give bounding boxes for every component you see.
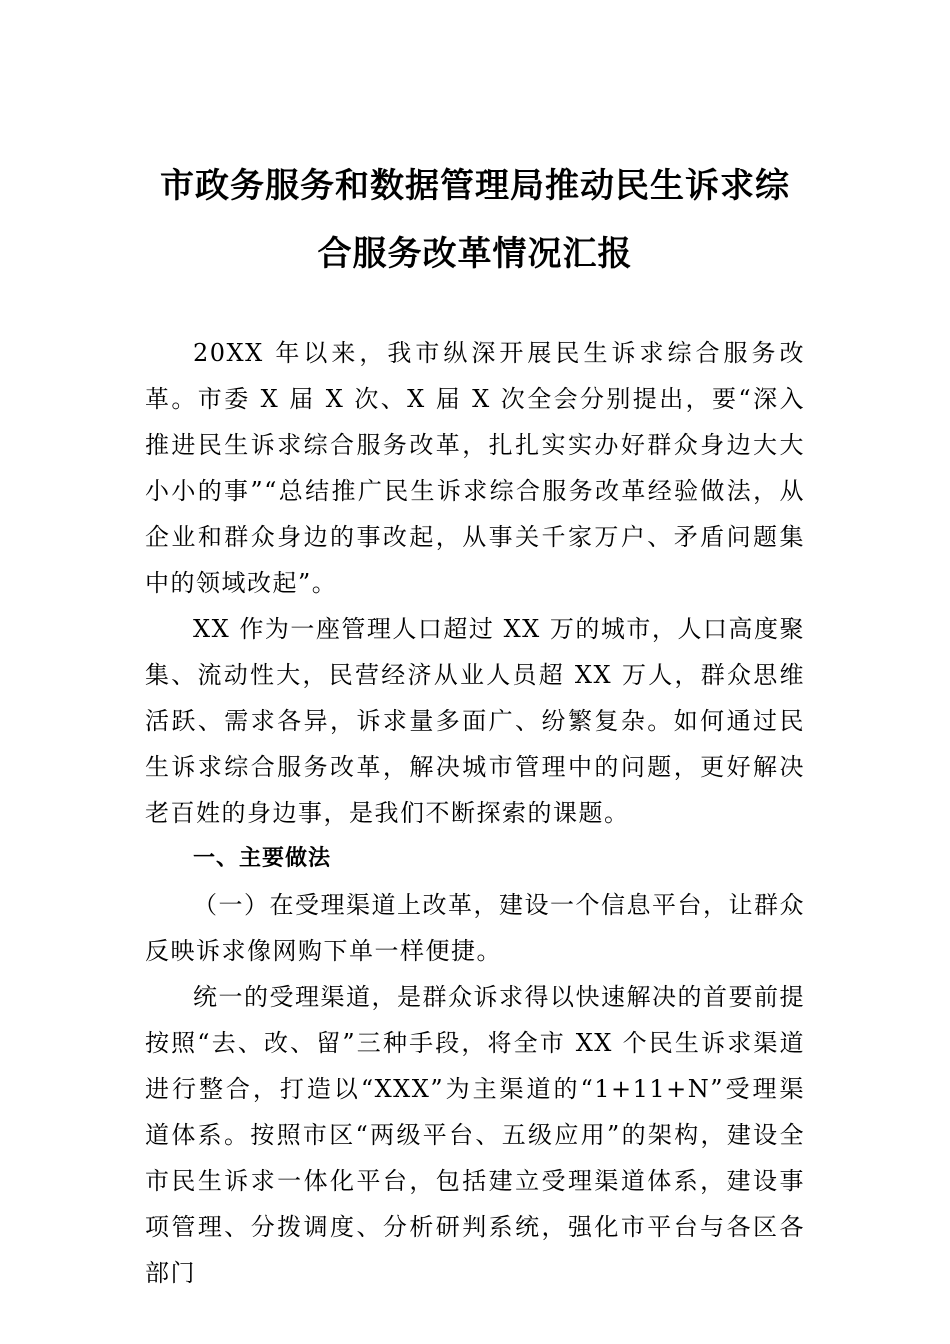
section-heading: 一、主要做法 xyxy=(193,846,332,871)
document-title-line-1: 市政务服务和数据管理局推动民生诉求综 xyxy=(160,166,790,206)
document-title-line-2: 合服务改革情况汇报 xyxy=(317,234,633,274)
document-body xyxy=(145,330,805,1296)
paragraph-subsection: 统一的受理渠道，是群众诉求得以快速解决的首要前提按照“去、改、留”三种手段，将全市 XX 个民生诉求渠道进行整合，打造以“XXX”为主渠道的“1+11+N”受理渠道体系。按照市区“两级平台、五级应用”的架构，建设全市民生诉求一体化平台，包括建立受理渠道体系，建设事项管理、分拨调度、分析研判系统，强化市平台与各区各部门 xyxy=(145,983,805,1287)
paragraph-context: XX 作为一座管理人口超过 XX 万的城市，人口高度聚集、流动性大，民营经济从业人员超 XX 万人，群众思维活跃、需求各异，诉求量多面广、纷繁复杂。如何通过民生诉求综合服务改革，解决城市管理中的问题，更好解决老百姓的身边事，是我们不断探索的课题。 xyxy=(145,615,805,827)
subsection-heading: （一）在受理渠道上改革，建设一个信息平台，让群众反映诉求像网购下单一样便捷。 xyxy=(145,891,805,965)
paragraph-intro: 20XX 年以来，我市纵深开展民生诉求综合服务改革。市委 X 届 X 次、X 届 X 次全会分别提出，要“深入推进民生诉求综合服务改革，扎扎实实办好群众身边大大小小的事”“总结推广民生诉求综合服务改革经验做法，从企业和群众身边的事改起，从事关千家万户、矛盾问题集中的领域改起”。 xyxy=(145,339,805,597)
